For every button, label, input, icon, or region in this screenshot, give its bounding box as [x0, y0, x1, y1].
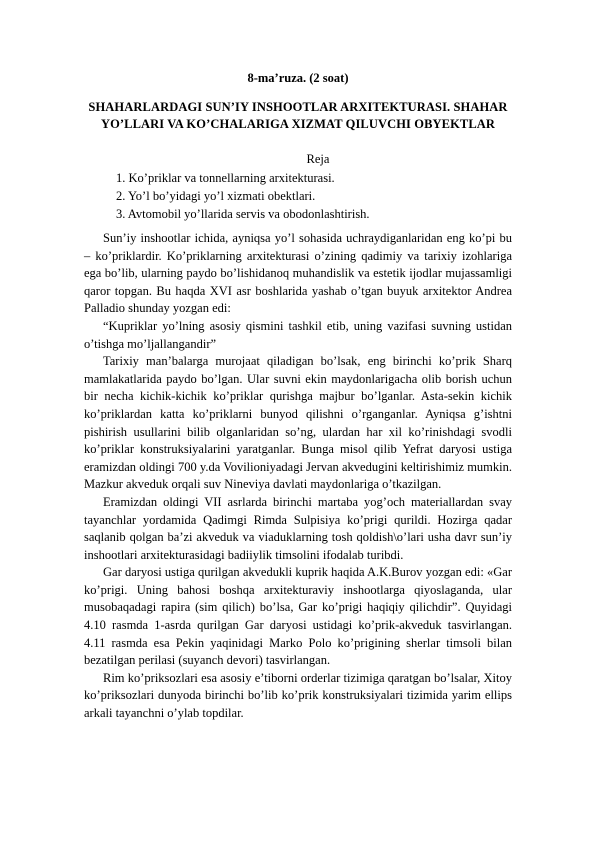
paragraph: Tarixiy man’balarga murojaat qiladigan bo’lsak, eng birinchi ko’prik Sharq mamlakatlarida paydo bo’lgan. Ular suvni ekin maydonlarigacha olib borish uchun bir necha kichik-kichik ko’priklar qurishga majbur bo’lganlar. Asta-sekin kichik ko’priklardan katta ko’priklarni bunyod qilishni o’rganganlar. Ayniqsa g’ishtni pishirish usullarini bilib olganlaridan so’ng, ulardan har xil ko’rinishdagi svodli ko’priklar konstruksiyalarini yaratganlar. Bunga misol qilib Yefrat daryosi ustiga eramizdan oldingi 700 y.da Vovilioniyadagi Jervan akvedugini keltirishimiz mumkin. Mazkur akveduk orqali suv Nineviya davlati maydonlariga o’tkazilgan.	[84, 354, 512, 492]
paragraph: “Kupriklar yo’lning asosiy qismini tashkil etib, uning vazifasi suvning ustidan o’tishga mo’ljallangandir”	[84, 318, 512, 351]
paragraph: Eramizdan oldingi VII asrlarda birinchi martaba yog’och materiallardan svay tayanchlar yordamida Qadimgi Rimda Sulpisiya ko’prigi qurildi. Hozirga qadar saqlanib qolgan ba’zi akveduk va viaduklarning tosh qoldish\o’lari usha davr sun’iy inshootlari arxitekturasidagi badiiylik timsolini ifodalab turibdi.	[84, 494, 512, 562]
plan-list	[116, 169, 370, 223]
lecture-number: 8-ma’ruza. (2 soat)	[247, 71, 349, 85]
paragraph: Gar daryosi ustiga qurilgan akvedukli kuprik haqida A.K.Burov yozgan edi: «Gar ko’prigi. Uning bahosi boshqa arxitekturaviy inshootlarga qiyoslaganda, ular musobaqadagi rapira (sim qilich) bo’lsa, Gar ko’prigi haqiqiy qilichdir”. Quyidagi 4.10 rasmda 1-asrda qurilgan Gar daryosi ustidagi ko’prik-akveduk tasvirlangan. 4.11 rasmda esa Pekin yaqinidagi Marko Polo ko’prigining sherlar timsoli bilan bezatilgan perilasi (suyanch devori) tasvirlangan.	[84, 565, 512, 668]
plan-heading: Reja	[306, 152, 330, 166]
paragraph: Rim ko’priksozlari esa asosiy e’tiborni orderlar tizimiga qaratgan bo’lsalar, Xitoy ko’priksozlari dunyoda birinchi bo’lib ko’prik konstruksiyalari tizimida yarim ellips arkali tayanchni o’ylab topdilar.	[84, 670, 512, 721]
plan-item: 2. Yo’l bo’yidagi yo’l xizmati obektlari.	[116, 189, 316, 203]
paragraph: Sun’iy inshootlar ichida, ayniqsa yo’l sohasida uchraydiganlaridan eng ko’pi bu – ko’priklardir. Ko’priklarning arxitekturasi o’zining qadimiy va tarixiy izohlariga ega bo’lib, ularning paydo bo’lishidanoq muhandislik va estetik ijodlar mujassamligi qaror topgan. Bu haqda XVI asr boshlarida yashab o’tgan buyuk arxitektor Andrea Palladio shunday yozgan edi:	[84, 231, 512, 316]
plan-item: 3. Avtomobil yo’llarida servis va obodonlashtirish.	[116, 207, 370, 221]
plan-item: 1. Ko’priklar va tonnellarning arxitekturasi.	[116, 171, 335, 185]
lecture-title: SHAHARLARDAGI SUN’IY INSHOOTLAR ARXITEKTURASI. SHAHAR YO’LLARI VA KO’CHALARIGA XIZMAT QILUVCHI OBYEKTLAR	[88, 100, 508, 131]
body-text	[84, 230, 512, 723]
